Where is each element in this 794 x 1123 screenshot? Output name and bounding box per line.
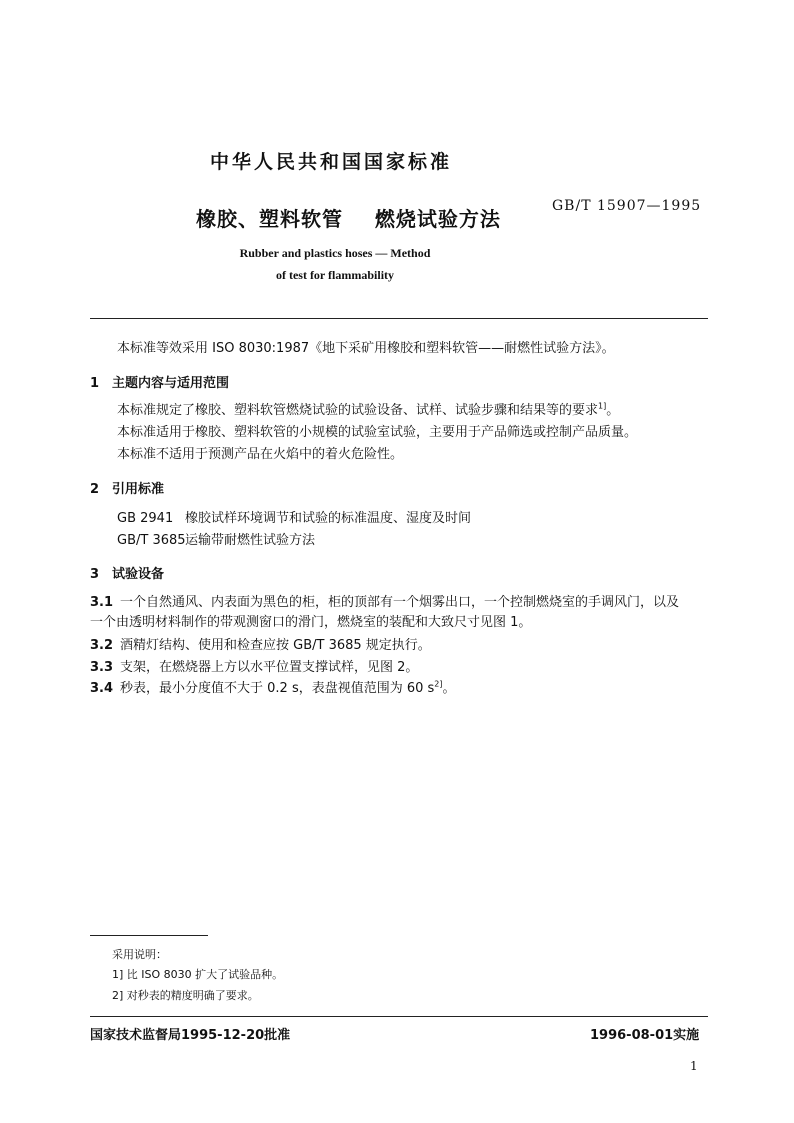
section-title: 引用标准 xyxy=(112,482,165,497)
approval-info: 国家技术监督局1995-12-20批准 xyxy=(90,1028,291,1043)
clause-end: 。 xyxy=(442,681,456,696)
section-number: 3 xyxy=(90,567,100,582)
footnote-divider xyxy=(90,935,208,936)
clause-3-2 xyxy=(90,637,431,655)
clause-3-4 xyxy=(90,680,456,698)
standard-code: GB/T 15907—1995 xyxy=(552,198,702,214)
clause-number: 3.1 xyxy=(90,595,114,610)
section-1-paragraph-3: 本标准不适用于预测产品在火焰中的着火危险性。 xyxy=(117,447,404,462)
footer-divider xyxy=(90,1016,708,1017)
section-1-paragraph-1 xyxy=(117,402,619,420)
english-title-line-1: Rubber and plastics hoses — Method xyxy=(239,246,431,260)
clause-3-3 xyxy=(90,659,418,677)
section-2-heading xyxy=(90,478,164,497)
clause-number: 3.4 xyxy=(90,681,114,696)
reference-code: GB 2941 xyxy=(117,511,174,526)
clause-text: 一个自然通风、内表面为黑色的柜，柜的顶部有一个烟雾出口，一个控制燃烧室的手调风门，以及 xyxy=(120,595,680,610)
notes-title: 采用说明： xyxy=(112,948,167,961)
clause-text: 酒精灯结构、使用和检查应按 GB/T 3685 规定执行。 xyxy=(120,638,431,653)
clause-3-1-continuation: 一个由透明材料制作的带观测窗口的滑门，燃烧室的装配和大致尺寸见图 1。 xyxy=(90,615,532,630)
english-title-line-2: of test for flammability xyxy=(275,268,395,282)
reference-title: 橡胶试样环境调节和试验的标准温度、湿度及时间 xyxy=(185,511,472,526)
section-3-heading xyxy=(90,563,164,582)
reference-gbt3685 xyxy=(117,532,315,550)
national-standard-title: 中华人民共和国国家标准 xyxy=(210,151,453,173)
reference-gb2941 xyxy=(117,510,471,528)
paragraph-end: 。 xyxy=(606,403,620,418)
section-1-paragraph-2: 本标准适用于橡胶、塑料软管的小规模的试验室试验，主要用于产品筛选或控制产品质量。 xyxy=(117,425,638,440)
reference-code: GB/T 3685 xyxy=(117,533,186,548)
section-number: 2 xyxy=(90,482,100,497)
clause-3-1 xyxy=(90,594,679,612)
section-1-heading xyxy=(90,372,229,391)
section-title: 主题内容与适用范围 xyxy=(112,376,230,391)
footnote-ref-1: 1] xyxy=(598,401,607,411)
intro-paragraph: 本标准等效采用 ISO 8030:1987《地下采矿用橡胶和塑料软管——耐燃性试验方法》。 xyxy=(117,341,615,356)
paragraph-text: 本标准规定了橡胶、塑料软管燃烧试验的试验设备、试样、试验步骤和结果等的要求 xyxy=(117,403,599,418)
page-number: 1 xyxy=(690,1059,698,1073)
reference-title: 运输带耐燃性试验方法 xyxy=(185,533,316,548)
section-number: 1 xyxy=(90,376,100,391)
note-1: 1] 比 ISO 8030 扩大了试验品种。 xyxy=(112,968,284,981)
footnote-ref-2: 2] xyxy=(434,679,443,689)
clause-text: 秒表，最小分度值不大于 0.2 s，表盘视值范围为 60 s xyxy=(120,681,435,696)
effective-date: 1996-08-01实施 xyxy=(590,1028,700,1043)
clause-text: 支架，在燃烧器上方以水平位置支撑试样，见图 2。 xyxy=(120,660,419,675)
clause-number: 3.2 xyxy=(90,638,114,653)
note-2: 2] 对秒表的精度明确了要求。 xyxy=(112,989,259,1002)
section-title: 试验设备 xyxy=(112,567,165,582)
chinese-title: 橡胶、塑料软管 燃烧试验方法 xyxy=(196,207,501,231)
clause-number: 3.3 xyxy=(90,660,114,675)
header-divider xyxy=(90,318,708,319)
